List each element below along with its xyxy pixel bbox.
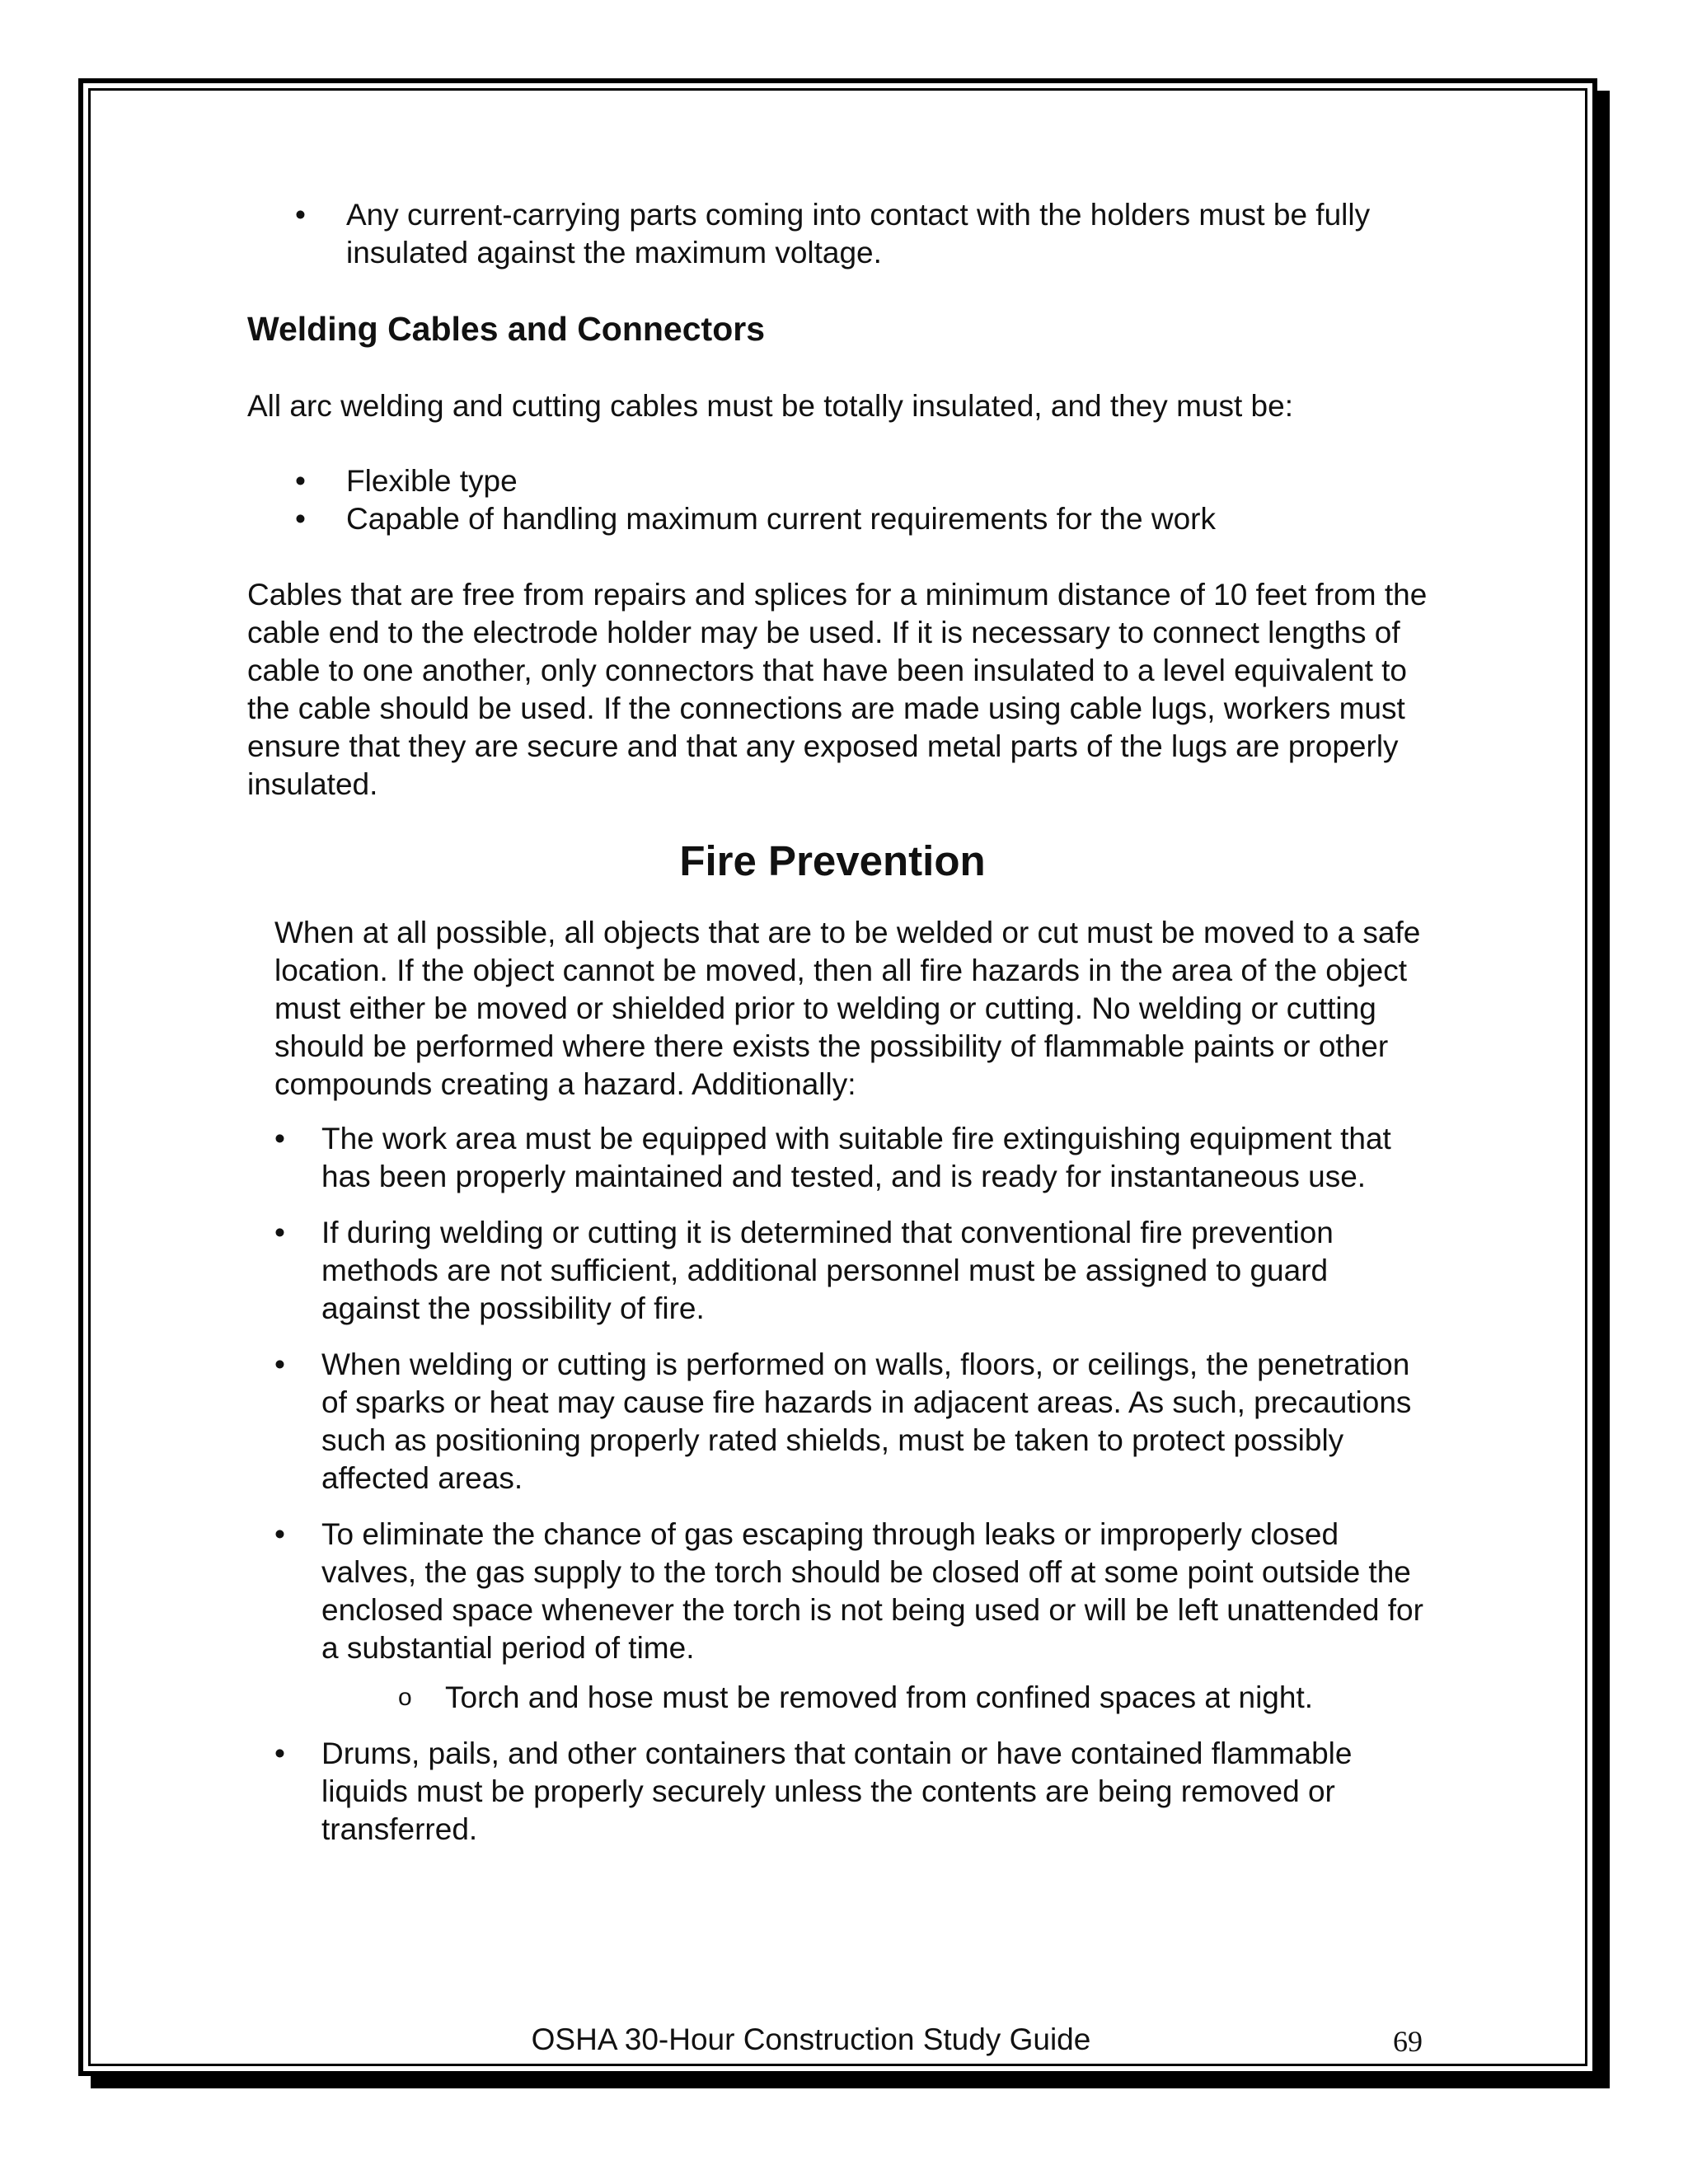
list-item [274,1346,1434,1497]
sub-list-item [398,1679,1434,1717]
page-number: 69 [1393,2025,1423,2058]
fire-prevention-heading: Fire Prevention [679,837,986,884]
welding-cables-intro: All arc welding and cutting cables must be totally insulated, and they must be: [247,389,1293,423]
fire-prevention-intro: When at all possible, all objects that are to be welded or cut must be moved to a safe location. If the object cannot be moved, then all fire hazards in the area of the object must either be moved or shielded prior to welding or cutting. No welding or cutting should be performed where there exists the possibility of flammable paints or other compounds creating a hazard. Additionally: [274,916,1421,1101]
bullet-icon: • [274,1517,285,1551]
list-item [295,500,1434,538]
bullet-icon: • [295,198,306,232]
list-item [274,1214,1434,1328]
bullet-icon: • [274,1347,285,1381]
list-item-text: The work area must be equipped with suitable fire extinguishing equipment that has been properly maintained and tested, and is ready for instantaneous use. [321,1122,1391,1193]
welding-cables-paragraph: Cables that are free from repairs and splices for a minimum distance of 10 feet from the cable end to the electrode holder may be used. If it is necessary to connect lengths of cable to one another, only connectors that have been insulated to a level equivalent to the cable should be used. If the connections are made using cable lugs, workers must ensure that they are secure and that any exposed metal parts of the lugs are properly insulated. [247,578,1428,801]
bullet-icon: • [274,1736,285,1770]
list-item-text: Drums, pails, and other containers that contain or have contained flammable liquids must be properly securely unless the contents are being removed or transferred. [321,1736,1353,1846]
bullet-icon: • [274,1216,285,1249]
page-content [247,196,1434,1849]
bullet-icon: • [274,1122,285,1155]
holder-bullets [295,196,1409,272]
list-item-text: Capable of handling maximum current requirements for the work [346,502,1216,536]
list-item-text: When welding or cutting is performed on walls, floors, or ceilings, the penetration of sparks or heat may cause fire hazards in adjacent areas. As such, precautions such as positioning properly rated shields, must be taken to protect possibly affected areas. [321,1347,1412,1495]
list-item [274,1120,1434,1196]
sub-list-item-text: Torch and hose must be removed from confined spaces at night. [445,1680,1314,1714]
list-item-text: Flexible type [346,464,518,498]
list-item [295,462,1434,500]
cable-requirements-list [295,462,1434,538]
welding-cables-heading: Welding Cables and Connectors [247,310,765,348]
bullet-icon: • [295,502,306,536]
bullet-icon: • [295,464,306,498]
list-item-text: To eliminate the chance of gas escaping through leaks or improperly closed valves, the gas supply to the torch should be closed off at some point outside the enclosed space whenever the torch is not being used or will be left unattended for a substantial period of time. [321,1517,1423,1665]
sub-list [398,1679,1434,1717]
list-item-text: Any current-carrying parts coming into contact with the holders must be fully insulated against the maximum voltage. [346,198,1371,269]
circle-bullet-icon: o [398,1684,412,1711]
list-item-text: If during welding or cutting it is determined that conventional fire prevention methods are not sufficient, additional personnel must be assigned to guard against the possibility of fire. [321,1216,1334,1325]
list-item [295,196,1409,272]
fire-prevention-list [274,1120,1434,1849]
footer-title: OSHA 30-Hour Construction Study Guide [531,2022,1091,2056]
list-item [274,1735,1434,1849]
list-item [274,1516,1434,1717]
